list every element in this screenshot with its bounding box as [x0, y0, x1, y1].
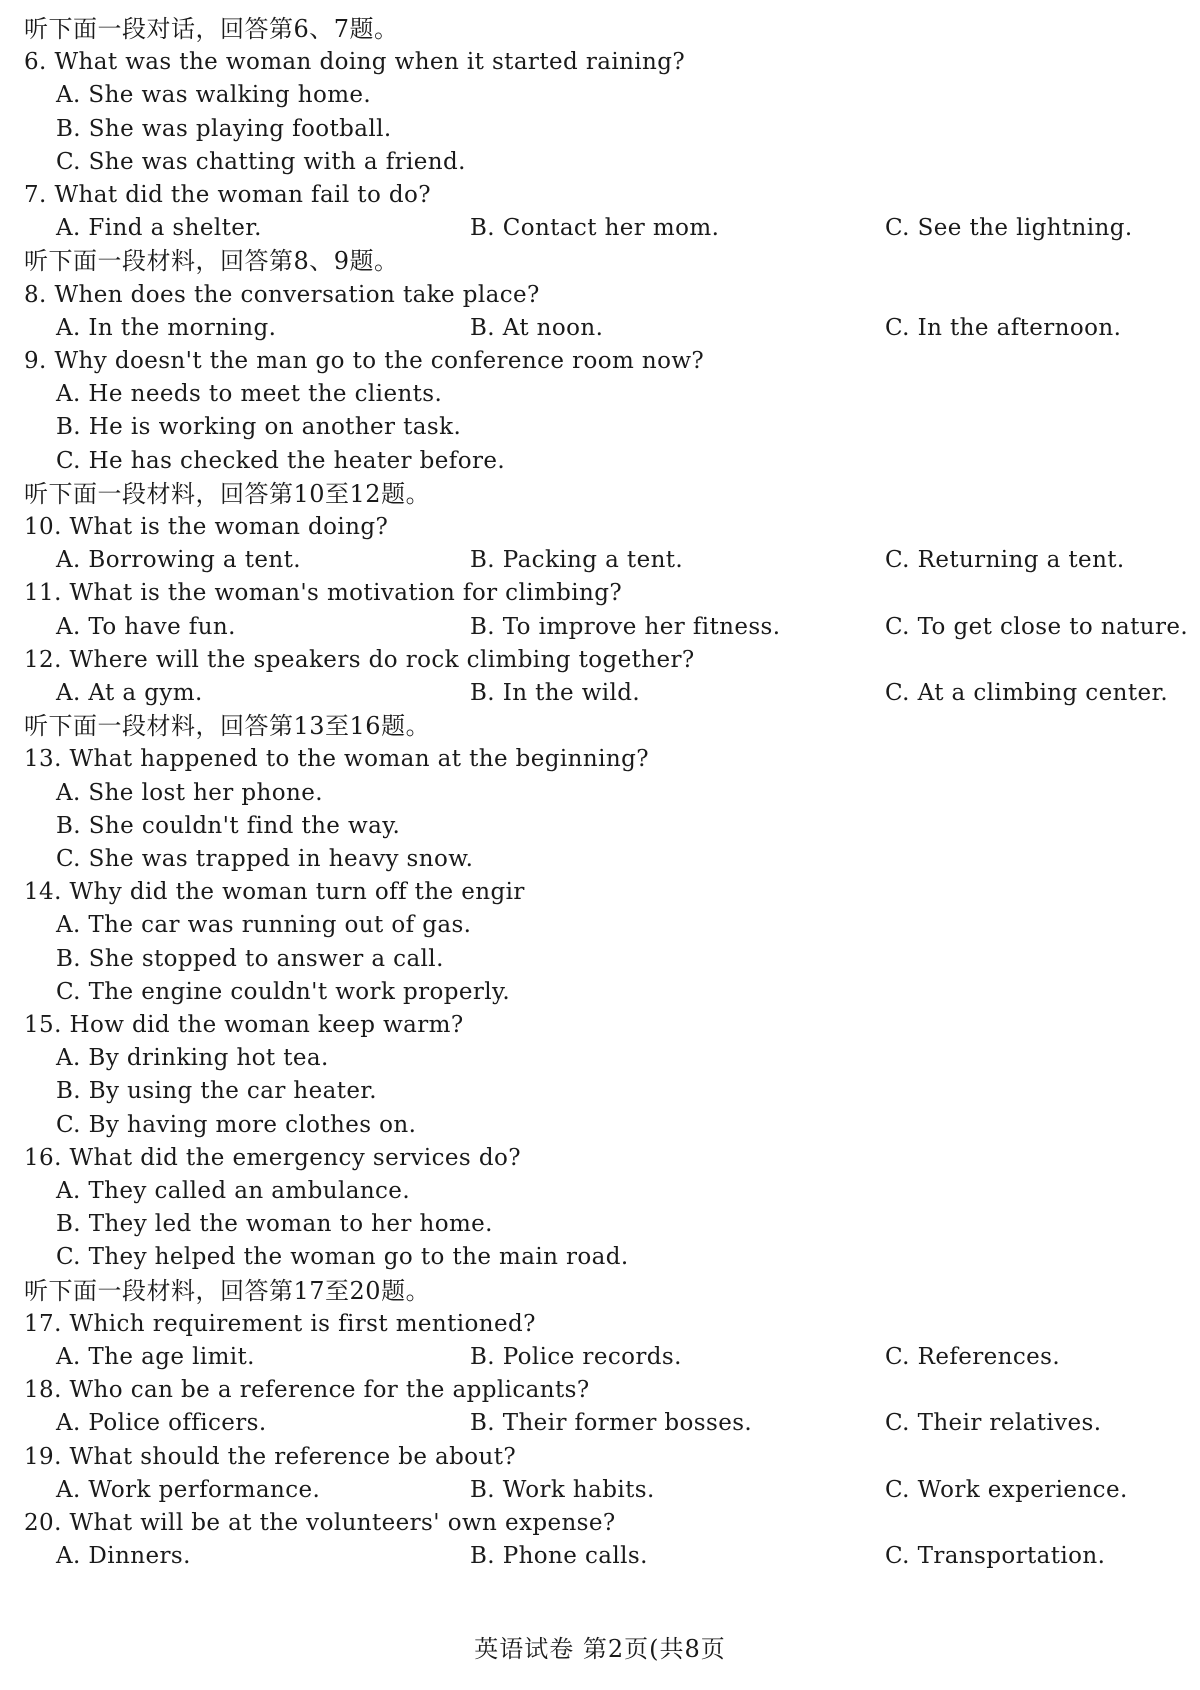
question-text: What is the woman's motivation for climbing? [69, 580, 623, 607]
question-number: 20. [24, 1510, 62, 1536]
option-a: A. Police officers. [56, 1410, 267, 1437]
question-9 [24, 346, 704, 376]
option-b: B. By using the car heater. [56, 1078, 377, 1105]
option-b: B. Packing a tent. [470, 547, 684, 574]
option-b: B. Their former bosses. [470, 1410, 753, 1437]
question-11 [24, 578, 622, 608]
option-c: C. He has checked the heater before. [56, 447, 506, 474]
option-b: B. Police records. [470, 1344, 682, 1370]
question-number: 10. [24, 514, 62, 540]
option-a: A. In the morning. [56, 314, 277, 341]
section-header: 听下面一段材料，回答第8、9题。 [24, 247, 399, 276]
question-text: Where will the speakers do rock climbing together? [69, 646, 695, 673]
question-19 [24, 1442, 516, 1472]
question-number: 8. [24, 281, 47, 308]
option-a: A. She was walking home. [56, 82, 372, 109]
question-number: 11. [24, 580, 62, 607]
option-c: C. To get close to nature. [885, 613, 1189, 640]
section-header: 听下面一段材料，回答第13至16题。 [24, 712, 431, 741]
question-6 [24, 47, 685, 77]
question-text: What will be at the volunteers' own expense? [69, 1510, 616, 1536]
question-number: 16. [24, 1144, 62, 1171]
option-b: B. In the wild. [470, 680, 641, 706]
question-number: 14. [24, 879, 62, 906]
question-14 [24, 877, 525, 907]
option-a: A. Find a shelter. [56, 215, 262, 242]
question-number: 7. [24, 182, 47, 208]
question-16 [24, 1143, 521, 1173]
question-text: What did the woman fail to do? [54, 182, 432, 208]
question-text: How did the woman keep warm? [69, 1012, 464, 1038]
option-a: A. The age limit. [56, 1344, 255, 1370]
option-b: B. Contact her mom. [470, 215, 720, 242]
option-a: A. Work performance. [56, 1476, 321, 1503]
question-number: 12. [24, 646, 62, 673]
option-b: B. She couldn't find the way. [56, 812, 401, 839]
option-c: C. By having more clothes on. [56, 1111, 417, 1138]
question-number: 18. [24, 1377, 62, 1404]
question-text: Which requirement is first mentioned? [69, 1310, 536, 1337]
question-18 [24, 1375, 590, 1405]
question-number: 15. [24, 1012, 62, 1038]
question-15 [24, 1010, 464, 1040]
question-text: What should the reference be about? [69, 1443, 517, 1470]
question-text: Why did the woman turn off the engir [69, 879, 525, 906]
section-header: 听下面一段材料，回答第10至12题。 [24, 479, 431, 508]
question-number: 17. [24, 1310, 62, 1337]
question-text: Who can be a reference for the applicants? [69, 1377, 590, 1404]
question-17 [24, 1309, 536, 1339]
question-text: What is the woman doing? [69, 514, 389, 540]
question-text: Why doesn't the man go to the conference room now? [54, 348, 705, 374]
question-number: 6. [24, 49, 47, 76]
option-b: B. To improve her fitness. [470, 613, 781, 640]
option-c: C. Work experience. [885, 1476, 1128, 1503]
option-b: B. Phone calls. [470, 1543, 648, 1570]
question-number: 9. [24, 348, 47, 374]
option-c: C. Transportation. [885, 1543, 1106, 1570]
option-b: B. At noon. [470, 314, 604, 341]
option-a: A. At a gym. [56, 680, 203, 706]
option-a: A. She lost her phone. [56, 779, 323, 806]
question-text: What happened to the woman at the beginning? [69, 746, 649, 773]
section-header: 听下面一段对话，回答第6、7题。 [24, 15, 399, 43]
question-13 [24, 744, 649, 774]
question-text: What did the emergency services do? [69, 1144, 521, 1171]
option-c: C. She was trapped in heavy snow. [56, 846, 474, 872]
question-number: 13. [24, 746, 62, 773]
question-10 [24, 512, 388, 542]
page-footer: 英语试卷 第2页(共8页 [474, 1635, 726, 1663]
option-a: A. By drinking hot tea. [56, 1045, 329, 1072]
option-c: C. She was chatting with a friend. [56, 148, 466, 175]
option-a: A. Borrowing a tent. [56, 547, 301, 574]
question-8 [24, 280, 540, 310]
question-text: When does the conversation take place? [54, 281, 540, 308]
option-a: A. He needs to meet the clients. [56, 381, 443, 408]
option-c: C. References. [885, 1344, 1061, 1370]
option-a: A. Dinners. [56, 1543, 191, 1570]
question-number: 19. [24, 1443, 62, 1470]
section-header: 听下面一段材料，回答第17至20题。 [24, 1276, 431, 1305]
option-c: C. Returning a tent. [885, 547, 1125, 574]
option-a: A. They called an ambulance. [56, 1178, 411, 1204]
option-c: C. They helped the woman go to the main road. [56, 1244, 629, 1271]
option-c: C. The engine couldn't work properly. [56, 978, 511, 1005]
option-b: B. She stopped to answer a call. [56, 945, 444, 972]
option-c: C. In the afternoon. [885, 314, 1122, 341]
option-b: B. She was playing football. [56, 115, 392, 142]
option-b: B. They led the woman to her home. [56, 1211, 493, 1238]
option-a: A. To have fun. [56, 613, 236, 640]
question-20 [24, 1508, 616, 1538]
option-c: C. At a climbing center. [885, 680, 1169, 706]
question-text: What was the woman doing when it started raining? [54, 49, 686, 76]
option-b: B. He is working on another task. [56, 414, 462, 441]
question-7 [24, 180, 431, 210]
option-b: B. Work habits. [470, 1476, 655, 1503]
question-12 [24, 645, 695, 675]
option-a: A. The car was running out of gas. [56, 912, 472, 939]
option-c: C. Their relatives. [885, 1410, 1102, 1437]
option-c: C. See the lightning. [885, 215, 1133, 242]
